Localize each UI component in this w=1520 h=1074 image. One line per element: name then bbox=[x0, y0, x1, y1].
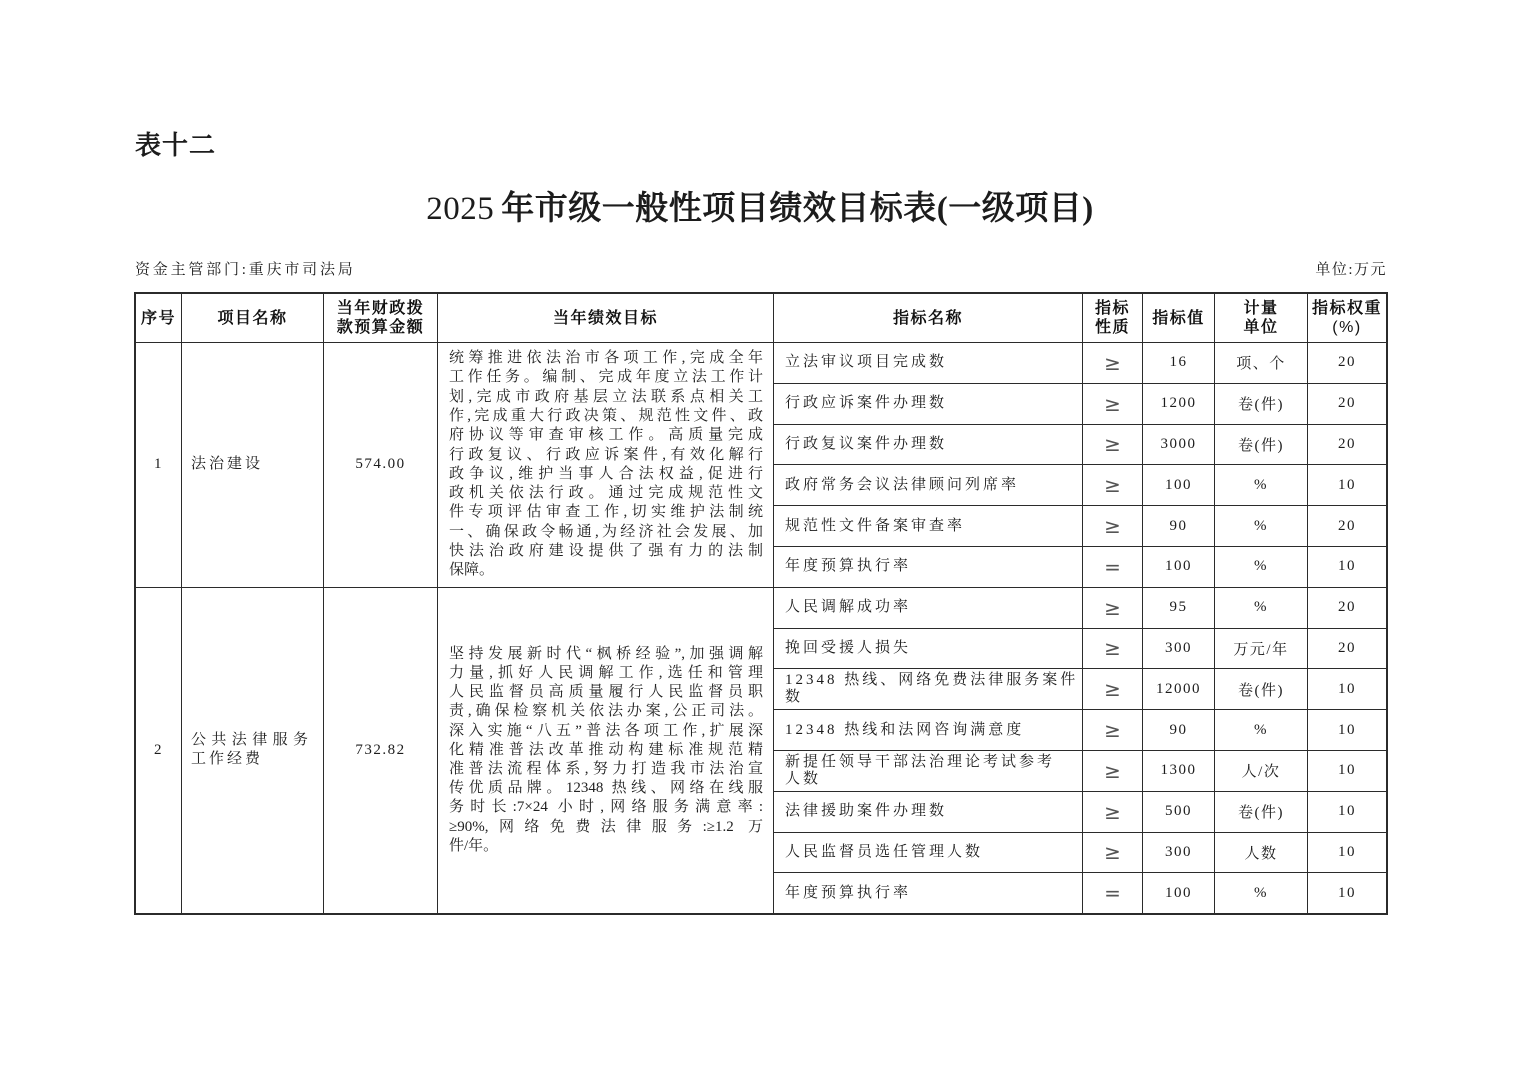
indicator-name bbox=[774, 547, 1082, 587]
goal-line: 件/年。 bbox=[449, 837, 499, 854]
indicator-unit: 卷(件) bbox=[1215, 425, 1307, 465]
project-name-line: 工作经费 bbox=[191, 751, 264, 768]
indicator-nature: ≥ bbox=[1083, 425, 1142, 465]
indicator-weight: 20 bbox=[1308, 343, 1386, 383]
goal-line: 行政复议、行政应诉案件,有效化解行 bbox=[449, 446, 763, 463]
indicator-name bbox=[774, 792, 1082, 832]
project-seq: 2 bbox=[136, 588, 181, 913]
indicator-value: 100 bbox=[1143, 547, 1214, 587]
indicator-unit: % bbox=[1215, 710, 1307, 750]
header-weight-line: (%) bbox=[1332, 319, 1362, 336]
indicator-name-line: 行政复议案件办理数 bbox=[785, 435, 948, 452]
indicator-name bbox=[774, 710, 1082, 750]
indicator-name-line: 人数 bbox=[785, 770, 822, 787]
goal-line: 人民监督员高质量履行人民监督员职 bbox=[449, 684, 763, 701]
goal-line: 传优质品牌。12348 热线、网络在线服 bbox=[449, 780, 763, 797]
indicator-name-line: 行政应诉案件办理数 bbox=[785, 395, 948, 412]
goal-line: ≥90%,网络免费法律服务:≥1.2 万 bbox=[449, 818, 763, 835]
indicator-name-line: 12348 热线、网络免费法律服务案件 bbox=[785, 672, 1079, 689]
title-year: 2025 bbox=[426, 191, 495, 227]
indicator-unit: 卷(件) bbox=[1215, 792, 1307, 832]
indicator-weight: 10 bbox=[1308, 792, 1386, 832]
indicator-value: 16 bbox=[1143, 343, 1214, 383]
indicator-nature: = bbox=[1083, 873, 1142, 913]
project-name-line: 法治建设 bbox=[191, 456, 264, 473]
project-name bbox=[182, 588, 323, 913]
indicator-weight: 20 bbox=[1308, 425, 1386, 465]
document-title bbox=[0, 188, 1520, 230]
indicator-unit: % bbox=[1215, 547, 1307, 587]
header-seq: 序号 bbox=[136, 294, 181, 342]
indicator-name bbox=[774, 873, 1082, 913]
indicator-name-line: 立法审议项目完成数 bbox=[785, 354, 948, 371]
indicator-unit: 项、个 bbox=[1215, 343, 1307, 383]
indicator-nature: ≥ bbox=[1083, 506, 1142, 546]
indicator-nature: ≥ bbox=[1083, 710, 1142, 750]
indicator-nature: ≥ bbox=[1083, 792, 1142, 832]
performance-table bbox=[134, 292, 1388, 915]
header-measure-unit bbox=[1215, 294, 1307, 342]
goal-line: 准普法流程体系,努力打造我市法治宣 bbox=[449, 761, 763, 778]
header-project-name: 项目名称 bbox=[182, 294, 323, 342]
indicator-value: 90 bbox=[1143, 506, 1214, 546]
indicator-value: 3000 bbox=[1143, 425, 1214, 465]
goal-line: 府协议等审查审核工作。高质量完成 bbox=[449, 427, 763, 444]
indicator-value: 1200 bbox=[1143, 384, 1214, 424]
indicator-unit: % bbox=[1215, 588, 1307, 628]
indicator-nature: ≥ bbox=[1083, 629, 1142, 669]
indicator-weight: 10 bbox=[1308, 465, 1386, 505]
indicator-name bbox=[774, 343, 1082, 383]
indicator-nature: ≥ bbox=[1083, 833, 1142, 873]
header-measure-line: 单位 bbox=[1243, 319, 1279, 336]
unit-label: 单位:万元 bbox=[1315, 262, 1387, 278]
indicator-name bbox=[774, 506, 1082, 546]
goal-line: 政争议,维护当事人合法权益,促进行 bbox=[449, 465, 763, 482]
goal-line: 保障。 bbox=[449, 562, 495, 579]
indicator-name bbox=[774, 833, 1082, 873]
indicator-name bbox=[774, 465, 1082, 505]
table-number-label: 表十二 bbox=[135, 130, 217, 160]
project-budget: 732.82 bbox=[324, 588, 437, 913]
goal-line: 工作任务。编制、完成年度立法工作计 bbox=[449, 369, 763, 386]
goal-line: 力量,抓好人民调解工作,选任和管理 bbox=[449, 665, 763, 682]
project-name bbox=[182, 343, 323, 587]
indicator-weight: 10 bbox=[1308, 547, 1386, 587]
indicator-value: 500 bbox=[1143, 792, 1214, 832]
indicator-name bbox=[774, 629, 1082, 669]
funding-department: 资金主管部门:重庆市司法局 bbox=[135, 262, 356, 278]
goal-line: 政机关依法行政。通过完成规范性文 bbox=[449, 485, 763, 502]
indicator-name bbox=[774, 425, 1082, 465]
goal-line: 责,确保检察机关依法办案,公正司法。 bbox=[449, 703, 763, 720]
goal-line: 坚持发展新时代“枫桥经验”,加强调解 bbox=[449, 645, 763, 662]
header-nature-line: 性质 bbox=[1094, 319, 1130, 336]
goal-line: 划,完成市政府基层立法联系点相关工 bbox=[449, 388, 763, 405]
goal-line: 快法治政府建设提供了强有力的法制 bbox=[449, 543, 763, 560]
indicator-weight: 20 bbox=[1308, 384, 1386, 424]
indicator-name-line: 法律援助案件办理数 bbox=[785, 803, 948, 820]
indicator-weight: 10 bbox=[1308, 669, 1386, 709]
indicator-name-line: 12348 热线和法网咨询满意度 bbox=[785, 721, 1025, 738]
indicator-name-line: 新提任领导干部法治理论考试参考 bbox=[785, 753, 1056, 770]
project-budget: 574.00 bbox=[324, 343, 437, 587]
header-indicator-nature bbox=[1083, 294, 1142, 342]
indicator-nature: ≥ bbox=[1083, 465, 1142, 505]
indicator-weight: 10 bbox=[1308, 833, 1386, 873]
indicator-weight: 10 bbox=[1308, 873, 1386, 913]
indicator-unit: 卷(件) bbox=[1215, 384, 1307, 424]
indicator-name-line: 数 bbox=[785, 689, 804, 706]
header-budget bbox=[324, 294, 437, 342]
indicator-nature: ≥ bbox=[1083, 669, 1142, 709]
indicator-value: 95 bbox=[1143, 588, 1214, 628]
indicator-name-line: 挽回受援人损失 bbox=[785, 639, 912, 656]
indicator-name-line: 人民调解成功率 bbox=[785, 599, 912, 616]
indicator-unit: % bbox=[1215, 506, 1307, 546]
header-budget-line: 款预算金额 bbox=[336, 319, 425, 336]
indicator-value: 90 bbox=[1143, 710, 1214, 750]
goal-line: 作,完成重大行政决策、规范性文件、政 bbox=[449, 408, 763, 424]
goal-line: 务时长:7×24 小时,网络服务满意率: bbox=[449, 799, 763, 816]
indicator-nature: ≥ bbox=[1083, 343, 1142, 383]
indicator-value: 300 bbox=[1143, 629, 1214, 669]
goal-line: 深入实施“八五”普法各项工作,扩展深 bbox=[449, 722, 763, 739]
indicator-value: 300 bbox=[1143, 833, 1214, 873]
indicator-name bbox=[774, 384, 1082, 424]
indicator-unit: % bbox=[1215, 873, 1307, 913]
project-goal bbox=[438, 343, 773, 587]
indicator-name-line: 年度预算执行率 bbox=[785, 884, 912, 901]
indicator-unit: 人/次 bbox=[1215, 751, 1307, 791]
indicator-name-line: 人民监督员选任管理人数 bbox=[785, 843, 984, 860]
indicator-name-line: 规范性文件备案审查率 bbox=[785, 517, 966, 534]
project-goal bbox=[438, 588, 773, 913]
goal-line: 一、确保政令畅通,为经济社会发展、加 bbox=[449, 523, 763, 540]
header-nature-line: 指标 bbox=[1094, 300, 1130, 317]
goal-line: 统筹推进依法治市各项工作,完成全年 bbox=[449, 350, 763, 367]
indicator-weight: 10 bbox=[1308, 751, 1386, 791]
indicator-nature: ≥ bbox=[1083, 588, 1142, 628]
goal-line: 件专项评估审查工作,切实维护法制统 bbox=[449, 504, 763, 521]
indicator-unit: 人数 bbox=[1215, 833, 1307, 873]
header-weight bbox=[1308, 294, 1386, 342]
indicator-unit: 万元/年 bbox=[1215, 629, 1307, 669]
header-indicator-name: 指标名称 bbox=[774, 294, 1082, 342]
indicator-weight: 20 bbox=[1308, 506, 1386, 546]
indicator-weight: 10 bbox=[1308, 710, 1386, 750]
indicator-name bbox=[774, 751, 1082, 791]
indicator-value: 100 bbox=[1143, 465, 1214, 505]
indicator-weight: 20 bbox=[1308, 629, 1386, 669]
header-indicator-value: 指标值 bbox=[1143, 294, 1214, 342]
indicator-unit: 卷(件) bbox=[1215, 669, 1307, 709]
indicator-name-line: 年度预算执行率 bbox=[785, 558, 912, 575]
indicator-name-line: 政府常务会议法律顾问列席率 bbox=[785, 476, 1020, 493]
indicator-nature: ≥ bbox=[1083, 384, 1142, 424]
goal-line: 化精准普法改革推动构建标准规范精 bbox=[449, 741, 763, 758]
title-text: 年市级一般性项目绩效目标表(一级项目) bbox=[501, 191, 1094, 227]
indicator-value: 12000 bbox=[1143, 669, 1214, 709]
indicator-name bbox=[774, 669, 1082, 709]
header-measure-line: 计量 bbox=[1243, 300, 1279, 317]
header-goal: 当年绩效目标 bbox=[438, 294, 773, 342]
header-weight-line: 指标权重 bbox=[1311, 300, 1382, 317]
indicator-unit: % bbox=[1215, 465, 1307, 505]
indicator-value: 100 bbox=[1143, 873, 1214, 913]
indicator-name bbox=[774, 588, 1082, 628]
project-seq: 1 bbox=[136, 343, 181, 587]
project-name-line: 公共法律服务 bbox=[191, 732, 311, 749]
indicator-nature: ≥ bbox=[1083, 751, 1142, 791]
indicator-nature: = bbox=[1083, 547, 1142, 587]
header-budget-line: 当年财政拨 bbox=[336, 300, 425, 317]
indicator-weight: 20 bbox=[1308, 588, 1386, 628]
indicator-value: 1300 bbox=[1143, 751, 1214, 791]
